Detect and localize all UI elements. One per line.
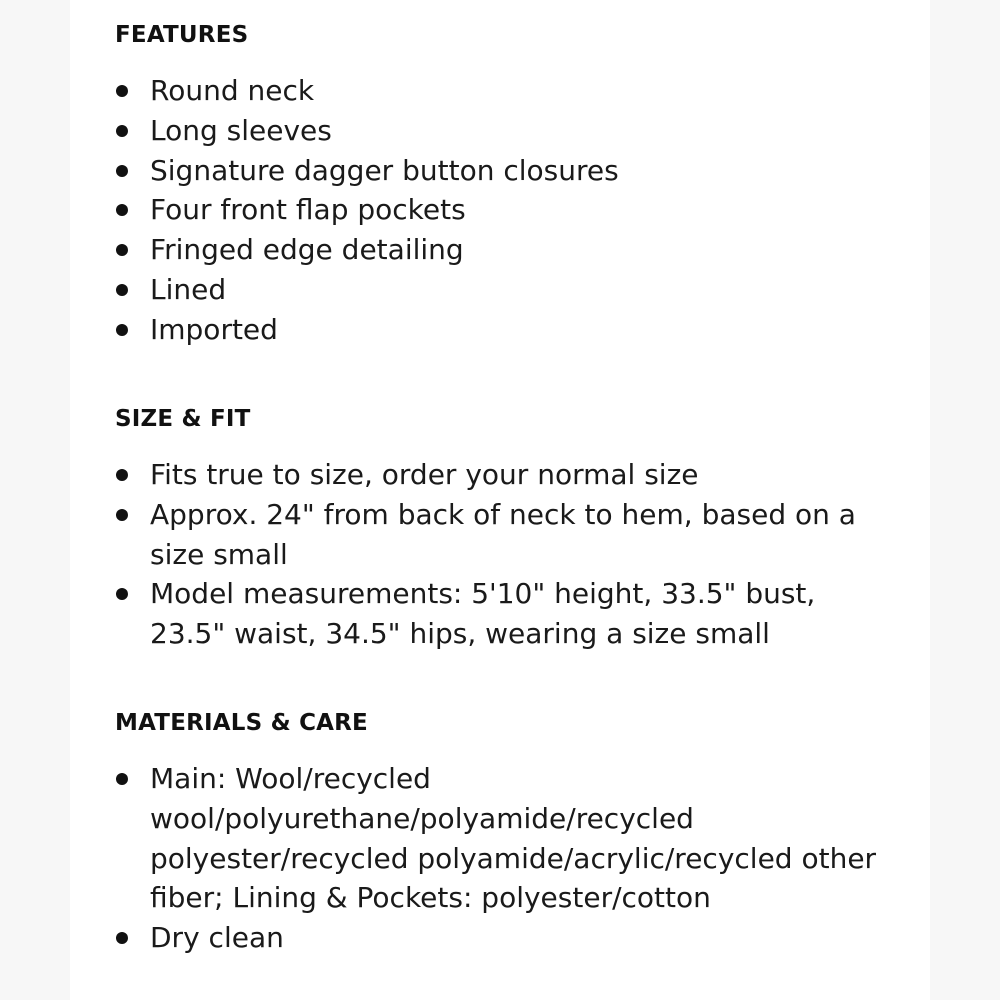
bullet-icon [116, 244, 128, 256]
bullet-icon [116, 932, 128, 944]
materials-text: Main: Wool/recycled wool/polyurethane/polyamide/recycled polyester/recycled polyamide/acrylic/recycled other fiber; Lining & Pockets: polyester/cotton [150, 762, 877, 915]
feature-text: Fringed edge detailing [150, 233, 464, 267]
feature-text: Round neck [150, 74, 315, 107]
feature-text: Four front flap pockets [150, 193, 466, 227]
bullet-icon [116, 469, 128, 481]
feature-text: Imported [150, 312, 278, 346]
list-item [115, 455, 895, 495]
product-details-panel [70, 0, 930, 1000]
size-fit-text: Approx. 24" from back of neck to hem, based on a size small [150, 497, 856, 571]
feature-text: Lined [150, 272, 227, 306]
bullet-icon [116, 125, 128, 137]
size-fit-list [115, 455, 895, 654]
bullet-icon [116, 204, 128, 216]
materials-care-heading: MATERIALS & CARE [115, 710, 368, 736]
list-item [115, 71, 895, 111]
bullet-icon [116, 85, 128, 97]
list-item [115, 190, 895, 230]
bullet-icon [116, 773, 128, 785]
list-item [115, 574, 895, 654]
materials-text: Dry clean [150, 921, 284, 955]
list-item [115, 310, 895, 350]
list-item [115, 759, 885, 918]
list-item [115, 230, 895, 270]
features-list [115, 71, 895, 350]
size-fit-text: Model measurements: 5'10" height, 33.5" bust, 23.5" waist, 34.5" hips, wearing a size small [150, 577, 816, 651]
list-item [115, 111, 895, 151]
list-item [115, 495, 895, 575]
feature-text: Long sleeves [150, 113, 332, 147]
bullet-icon [116, 165, 128, 177]
list-item [115, 151, 895, 191]
features-heading: FEATURES [115, 22, 249, 48]
list-item [115, 270, 895, 310]
bullet-icon [116, 284, 128, 296]
size-fit-heading: SIZE & FIT [115, 406, 251, 432]
bullet-icon [116, 509, 128, 521]
bullet-icon [116, 588, 128, 600]
materials-care-list [115, 759, 885, 958]
bullet-icon [116, 324, 128, 336]
feature-text: Signature dagger button closures [150, 153, 619, 187]
size-fit-text: Fits true to size, order your normal size [150, 458, 699, 491]
list-item [115, 918, 885, 958]
